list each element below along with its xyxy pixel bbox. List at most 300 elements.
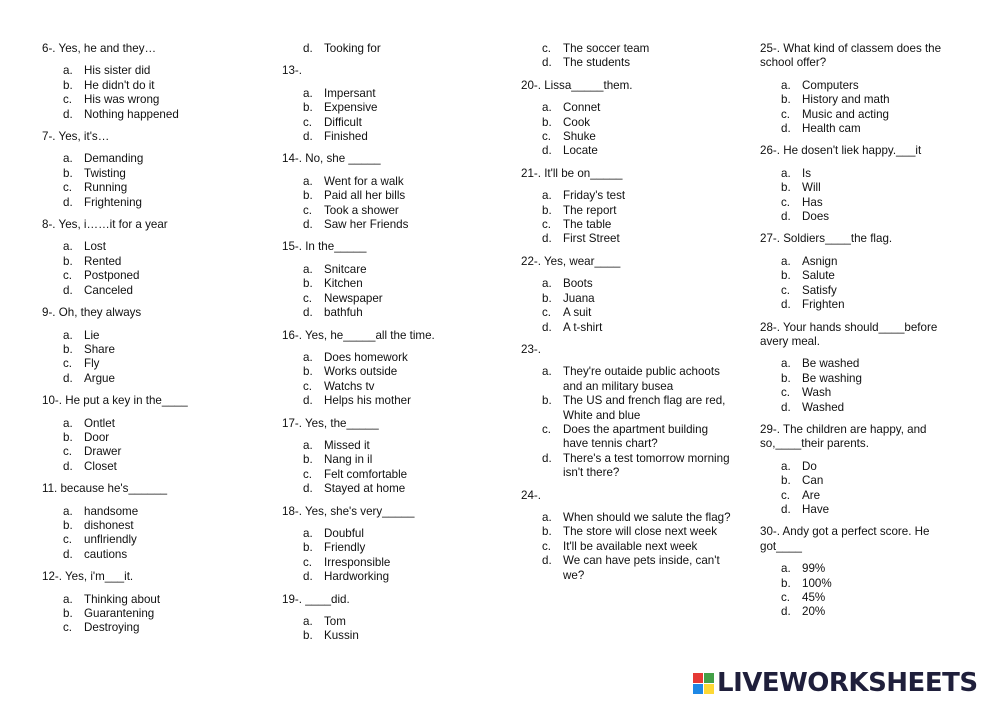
option-text: unflriendly bbox=[84, 533, 137, 547]
answer-options bbox=[760, 167, 960, 225]
answer-option bbox=[521, 277, 731, 291]
option-text: Wash bbox=[802, 386, 832, 400]
option-letter: b. bbox=[63, 78, 73, 92]
answer-option bbox=[42, 255, 232, 269]
option-letter: b. bbox=[781, 371, 791, 385]
option-text: Music and acting bbox=[802, 107, 889, 121]
option-text: Demanding bbox=[84, 152, 144, 166]
option-text: It'll be available next week bbox=[563, 539, 698, 553]
logo-block bbox=[704, 673, 714, 683]
option-text: 45% bbox=[802, 591, 826, 604]
answer-option bbox=[42, 607, 232, 621]
option-letter: a. bbox=[303, 262, 313, 276]
answer-option bbox=[42, 284, 232, 298]
answer-options bbox=[42, 64, 232, 122]
answer-options bbox=[282, 42, 482, 56]
answer-options bbox=[42, 329, 232, 387]
answer-option bbox=[521, 540, 731, 554]
option-letter: a. bbox=[303, 174, 313, 188]
option-text: Does homework bbox=[324, 350, 408, 364]
option-letter: b. bbox=[542, 203, 552, 217]
option-text: Juana bbox=[563, 291, 595, 305]
answer-option bbox=[282, 175, 482, 189]
answer-option bbox=[42, 240, 232, 254]
option-letter: b. bbox=[303, 101, 313, 115]
option-text: Newspaper bbox=[324, 291, 383, 305]
answer-option bbox=[282, 439, 482, 453]
answer-option bbox=[521, 42, 731, 56]
option-letter: a. bbox=[63, 152, 73, 166]
option-text: The students bbox=[563, 56, 631, 70]
answer-option bbox=[760, 357, 960, 371]
question-prompt: 28-. Your hands should____before avery meal. bbox=[760, 320, 938, 348]
answer-options bbox=[282, 175, 482, 233]
option-letter: b. bbox=[781, 181, 791, 195]
option-text: We can have pets inside, can't we? bbox=[563, 554, 720, 582]
option-letter: d. bbox=[781, 298, 791, 312]
option-text: The US and french flag are red, White and blue bbox=[563, 394, 726, 422]
question-prompt: 25-. What kind of classem does the school offer? bbox=[760, 42, 942, 70]
option-text: 100% bbox=[802, 576, 832, 590]
option-letter: a. bbox=[781, 562, 791, 576]
answer-options bbox=[521, 101, 731, 159]
option-text: He didn't do it bbox=[84, 78, 155, 92]
option-text: Expensive bbox=[324, 101, 378, 115]
option-text: handsome bbox=[84, 504, 139, 518]
option-text: Snitcare bbox=[324, 262, 367, 276]
question-prompt: 16-. Yes, he_____all the time. bbox=[282, 328, 435, 342]
option-text: Friendly bbox=[324, 541, 366, 555]
option-letter: c. bbox=[63, 621, 73, 635]
answer-option bbox=[760, 474, 960, 488]
option-letter: a. bbox=[542, 277, 552, 291]
option-letter: d. bbox=[63, 547, 73, 561]
option-letter: a. bbox=[63, 64, 73, 78]
option-text: They're outaide public achoots and an military busea bbox=[563, 365, 720, 393]
answer-option bbox=[521, 525, 731, 539]
option-text: The report bbox=[563, 203, 617, 217]
answer-option bbox=[521, 218, 731, 232]
option-text: Washed bbox=[802, 400, 845, 414]
option-letter: c. bbox=[781, 107, 791, 121]
answer-options bbox=[760, 357, 960, 415]
option-text: Satisfy bbox=[802, 283, 837, 297]
option-text: Nothing happened bbox=[84, 107, 179, 121]
option-letter: a. bbox=[303, 86, 313, 100]
liveworksheets-logo bbox=[693, 668, 978, 698]
answer-option bbox=[42, 269, 232, 283]
option-letter: c. bbox=[303, 467, 313, 481]
answer-option bbox=[282, 204, 482, 218]
option-letter: a. bbox=[542, 510, 552, 524]
option-text: Hardworking bbox=[324, 570, 390, 584]
answer-option bbox=[282, 556, 482, 570]
option-letter: a. bbox=[63, 504, 73, 518]
answer-option bbox=[521, 116, 731, 130]
question-prompt: 13-. bbox=[282, 64, 302, 78]
option-letter: c. bbox=[63, 357, 73, 371]
option-text: Took a shower bbox=[324, 203, 399, 217]
option-text: Nang in il bbox=[324, 453, 373, 467]
option-letter: c. bbox=[63, 445, 73, 459]
answer-option bbox=[282, 277, 482, 291]
option-text: His sister did bbox=[84, 64, 151, 78]
answer-option bbox=[521, 130, 731, 144]
option-text: Thinking about bbox=[84, 592, 161, 606]
option-letter: b. bbox=[63, 254, 73, 268]
answer-option bbox=[760, 108, 960, 122]
option-letter: a. bbox=[781, 78, 791, 92]
answer-options bbox=[42, 505, 232, 563]
answer-option bbox=[521, 144, 731, 158]
option-letter: a. bbox=[542, 365, 552, 379]
worksheet-column-3 bbox=[521, 42, 731, 591]
option-text: Cook bbox=[563, 115, 591, 129]
option-text: Finished bbox=[324, 130, 368, 144]
option-letter: c. bbox=[781, 488, 791, 502]
answer-option bbox=[42, 417, 232, 431]
answer-option bbox=[282, 527, 482, 541]
option-text: Does the apartment building have tennis chart? bbox=[563, 422, 709, 451]
option-text: A t-shirt bbox=[563, 320, 603, 334]
option-letter: a. bbox=[303, 350, 313, 364]
option-text: Running bbox=[84, 181, 128, 195]
answer-options bbox=[282, 351, 482, 409]
option-text: Tom bbox=[324, 615, 346, 628]
option-letter: c. bbox=[303, 291, 313, 305]
option-text: 99% bbox=[802, 562, 826, 576]
option-letter: c. bbox=[63, 533, 73, 547]
option-letter: d. bbox=[542, 451, 552, 465]
option-letter: c. bbox=[303, 203, 313, 217]
option-letter: a. bbox=[303, 526, 313, 540]
option-text: Can bbox=[802, 474, 824, 488]
answer-option bbox=[42, 533, 232, 547]
answer-options bbox=[521, 511, 731, 583]
option-letter: c. bbox=[303, 555, 313, 569]
option-letter: c. bbox=[63, 93, 73, 107]
answer-option bbox=[42, 108, 232, 122]
option-text: Boots bbox=[563, 277, 593, 291]
option-text: History and math bbox=[802, 93, 890, 107]
option-letter: a. bbox=[63, 328, 73, 342]
option-text: Have bbox=[802, 502, 830, 516]
answer-option bbox=[521, 204, 731, 218]
option-text: Door bbox=[84, 430, 110, 444]
answer-options bbox=[521, 42, 731, 71]
option-letter: d. bbox=[303, 42, 313, 55]
option-letter: b. bbox=[542, 115, 552, 129]
option-text: Doubful bbox=[324, 526, 364, 540]
answer-option bbox=[521, 452, 731, 481]
answer-option bbox=[760, 167, 960, 181]
option-text: Closet bbox=[84, 459, 117, 473]
option-letter: b. bbox=[542, 394, 552, 408]
option-text: Is bbox=[802, 166, 812, 180]
option-letter: b. bbox=[303, 453, 313, 467]
answer-option bbox=[521, 306, 731, 320]
option-text: When should we salute the flag? bbox=[563, 510, 731, 524]
question-prompt: 8-. Yes, i……it for a year bbox=[42, 218, 168, 232]
option-letter: b. bbox=[781, 269, 791, 283]
answer-option bbox=[760, 93, 960, 107]
answer-option bbox=[760, 489, 960, 503]
option-letter: d. bbox=[303, 218, 313, 232]
option-text: Stayed at home bbox=[324, 482, 406, 496]
answer-option bbox=[282, 306, 482, 320]
answer-option bbox=[760, 401, 960, 415]
option-letter: d. bbox=[63, 283, 73, 297]
option-text: Rented bbox=[84, 254, 122, 268]
question-prompt: 10-. He put a key in the____ bbox=[42, 394, 188, 408]
option-text: Are bbox=[802, 488, 821, 502]
answer-option bbox=[42, 329, 232, 343]
option-letter: a. bbox=[542, 189, 552, 203]
option-text: Does bbox=[802, 210, 830, 224]
answer-option bbox=[760, 122, 960, 136]
question-prompt: 20-. Lissa_____them. bbox=[521, 78, 633, 92]
option-text: 20% bbox=[802, 605, 826, 619]
answer-option bbox=[760, 255, 960, 269]
option-letter: b. bbox=[63, 342, 73, 356]
option-letter: d. bbox=[781, 400, 791, 414]
worksheet-column-1 bbox=[42, 42, 232, 644]
option-letter: d. bbox=[542, 320, 552, 334]
option-letter: d. bbox=[303, 130, 313, 144]
question-prompt: 12-. Yes, i'm___it. bbox=[42, 570, 134, 584]
answer-options bbox=[760, 460, 960, 518]
option-letter: a. bbox=[542, 101, 552, 115]
answer-options bbox=[521, 277, 731, 335]
question-prompt: 26-. He dosen't liek happy.___it bbox=[760, 144, 922, 158]
answer-option bbox=[521, 292, 731, 306]
answer-option bbox=[42, 79, 232, 93]
answer-option bbox=[42, 505, 232, 519]
answer-option bbox=[521, 554, 731, 583]
option-letter: d. bbox=[63, 107, 73, 121]
option-letter: d. bbox=[303, 394, 313, 408]
answer-option bbox=[760, 298, 960, 312]
option-letter: b. bbox=[63, 166, 73, 180]
answer-options bbox=[42, 240, 232, 298]
option-letter: d. bbox=[63, 195, 73, 209]
answer-option bbox=[521, 189, 731, 203]
answer-option bbox=[42, 621, 232, 635]
answer-option bbox=[521, 56, 731, 70]
answer-option bbox=[282, 380, 482, 394]
logo-block bbox=[693, 673, 703, 683]
option-letter: d. bbox=[542, 56, 552, 70]
option-letter: c. bbox=[781, 283, 791, 297]
option-letter: d. bbox=[542, 144, 552, 158]
answer-options bbox=[42, 152, 232, 210]
option-letter: c. bbox=[781, 195, 791, 209]
answer-option bbox=[42, 152, 232, 166]
option-text: The soccer team bbox=[563, 42, 650, 55]
liveworksheets-logo-icon bbox=[693, 673, 714, 694]
option-letter: d. bbox=[303, 306, 313, 320]
answer-option bbox=[760, 210, 960, 224]
answer-option bbox=[42, 593, 232, 607]
option-text: Helps his mother bbox=[324, 394, 411, 408]
option-text: Lost bbox=[84, 240, 106, 254]
option-text: Connet bbox=[563, 101, 601, 115]
answer-options bbox=[282, 87, 482, 145]
option-letter: a. bbox=[781, 459, 791, 473]
answer-option bbox=[42, 519, 232, 533]
option-letter: a. bbox=[63, 416, 73, 430]
answer-options bbox=[760, 562, 960, 620]
question-prompt: 19-. ____did. bbox=[282, 592, 350, 606]
option-text: Postponed bbox=[84, 269, 140, 283]
answer-option bbox=[42, 167, 232, 181]
answer-option bbox=[521, 232, 731, 246]
option-letter: c. bbox=[303, 115, 313, 129]
option-text: Asnign bbox=[802, 254, 838, 268]
answer-option bbox=[760, 460, 960, 474]
option-letter: c. bbox=[542, 539, 552, 553]
option-text: The table bbox=[563, 218, 612, 232]
answer-options bbox=[282, 439, 482, 497]
answer-option bbox=[521, 423, 731, 452]
answer-option bbox=[42, 181, 232, 195]
answer-option bbox=[760, 196, 960, 210]
answer-option bbox=[760, 181, 960, 195]
option-letter: b. bbox=[303, 541, 313, 555]
question-prompt: 29-. The children are happy, and so,____their parents. bbox=[760, 422, 927, 451]
option-letter: d. bbox=[781, 605, 791, 619]
option-text: Works outside bbox=[324, 365, 398, 379]
answer-option bbox=[521, 394, 731, 423]
option-letter: d. bbox=[63, 459, 73, 473]
answer-option bbox=[760, 577, 960, 591]
option-letter: a. bbox=[781, 357, 791, 371]
option-text: Locate bbox=[563, 144, 598, 158]
option-letter: c. bbox=[542, 422, 552, 436]
question-prompt: 17-. Yes, the_____ bbox=[282, 416, 379, 430]
option-text: Tooking for bbox=[324, 42, 381, 55]
option-text: dishonest bbox=[84, 518, 134, 532]
answer-options bbox=[521, 189, 731, 247]
option-text: Frightening bbox=[84, 195, 143, 209]
answer-option bbox=[760, 591, 960, 605]
option-text: Irresponsible bbox=[324, 555, 391, 569]
question-prompt: 9-. Oh, they always bbox=[42, 306, 142, 320]
option-text: Missed it bbox=[324, 438, 370, 452]
option-text: Paid all her bills bbox=[324, 189, 406, 203]
option-text: Ontlet bbox=[84, 416, 115, 430]
answer-option bbox=[282, 292, 482, 306]
answer-option bbox=[42, 93, 232, 107]
option-letter: d. bbox=[303, 482, 313, 496]
option-text: Drawer bbox=[84, 445, 122, 459]
option-text: A suit bbox=[563, 306, 592, 320]
option-letter: d. bbox=[303, 570, 313, 584]
answer-option bbox=[760, 605, 960, 619]
option-letter: c. bbox=[303, 379, 313, 393]
answer-option bbox=[282, 615, 482, 629]
question-prompt: 6-. Yes, he and they… bbox=[42, 42, 157, 55]
answer-option bbox=[521, 511, 731, 525]
answer-options bbox=[760, 79, 960, 137]
answer-options bbox=[42, 593, 232, 636]
option-text: First Street bbox=[563, 232, 620, 246]
option-letter: b. bbox=[303, 277, 313, 291]
option-letter: b. bbox=[63, 518, 73, 532]
option-text: Health cam bbox=[802, 122, 861, 136]
option-letter: d. bbox=[781, 122, 791, 136]
question-prompt: 7-. Yes, it's… bbox=[42, 130, 110, 144]
option-letter: c. bbox=[63, 181, 73, 195]
option-text: Kussin bbox=[324, 629, 359, 643]
answer-options bbox=[282, 615, 482, 644]
answer-option bbox=[42, 196, 232, 210]
option-letter: a. bbox=[63, 240, 73, 254]
option-text: Watchs tv bbox=[324, 379, 375, 393]
answer-options bbox=[760, 255, 960, 313]
option-letter: b. bbox=[781, 93, 791, 107]
option-letter: b. bbox=[303, 189, 313, 203]
option-letter: d. bbox=[781, 210, 791, 224]
answer-options bbox=[521, 365, 731, 480]
logo-block bbox=[704, 684, 714, 694]
answer-option bbox=[42, 548, 232, 562]
option-letter: c. bbox=[542, 306, 552, 320]
answer-option bbox=[760, 503, 960, 517]
question-prompt: 14-. No, she _____ bbox=[282, 152, 381, 166]
option-letter: a. bbox=[63, 592, 73, 606]
answer-option bbox=[282, 263, 482, 277]
option-letter: b. bbox=[63, 430, 73, 444]
option-letter: b. bbox=[542, 291, 552, 305]
option-text: Be washed bbox=[802, 357, 860, 371]
answer-option bbox=[282, 541, 482, 555]
answer-option bbox=[282, 101, 482, 115]
option-letter: d. bbox=[542, 554, 552, 568]
answer-option bbox=[760, 562, 960, 576]
option-letter: b. bbox=[63, 607, 73, 620]
answer-option bbox=[282, 365, 482, 379]
option-letter: b. bbox=[303, 365, 313, 379]
option-letter: c. bbox=[542, 42, 552, 55]
option-text: Share bbox=[84, 342, 115, 356]
question-prompt: 30-. Andy got a perfect score. He got____ bbox=[760, 525, 930, 553]
option-text: Kitchen bbox=[324, 277, 363, 291]
answer-options bbox=[282, 527, 482, 585]
option-letter: b. bbox=[781, 576, 791, 590]
answer-option bbox=[42, 372, 232, 386]
option-letter: a. bbox=[781, 254, 791, 268]
option-letter: d. bbox=[781, 502, 791, 516]
option-letter: c. bbox=[781, 386, 791, 400]
answer-option bbox=[282, 468, 482, 482]
answer-option bbox=[282, 482, 482, 496]
answer-option bbox=[521, 365, 731, 394]
worksheet-column-4 bbox=[760, 42, 960, 628]
option-text: His was wrong bbox=[84, 93, 160, 107]
answer-option bbox=[42, 64, 232, 78]
question-prompt: 21-. It'll be on_____ bbox=[521, 166, 623, 180]
option-text: The store will close next week bbox=[563, 525, 718, 539]
option-text: bathfuh bbox=[324, 306, 363, 320]
answer-option bbox=[282, 351, 482, 365]
option-text: Went for a walk bbox=[324, 174, 404, 188]
answer-option bbox=[760, 284, 960, 298]
option-text: Computers bbox=[802, 78, 859, 92]
option-text: Saw her Friends bbox=[324, 218, 409, 232]
answer-option bbox=[282, 570, 482, 584]
answer-option bbox=[282, 218, 482, 232]
